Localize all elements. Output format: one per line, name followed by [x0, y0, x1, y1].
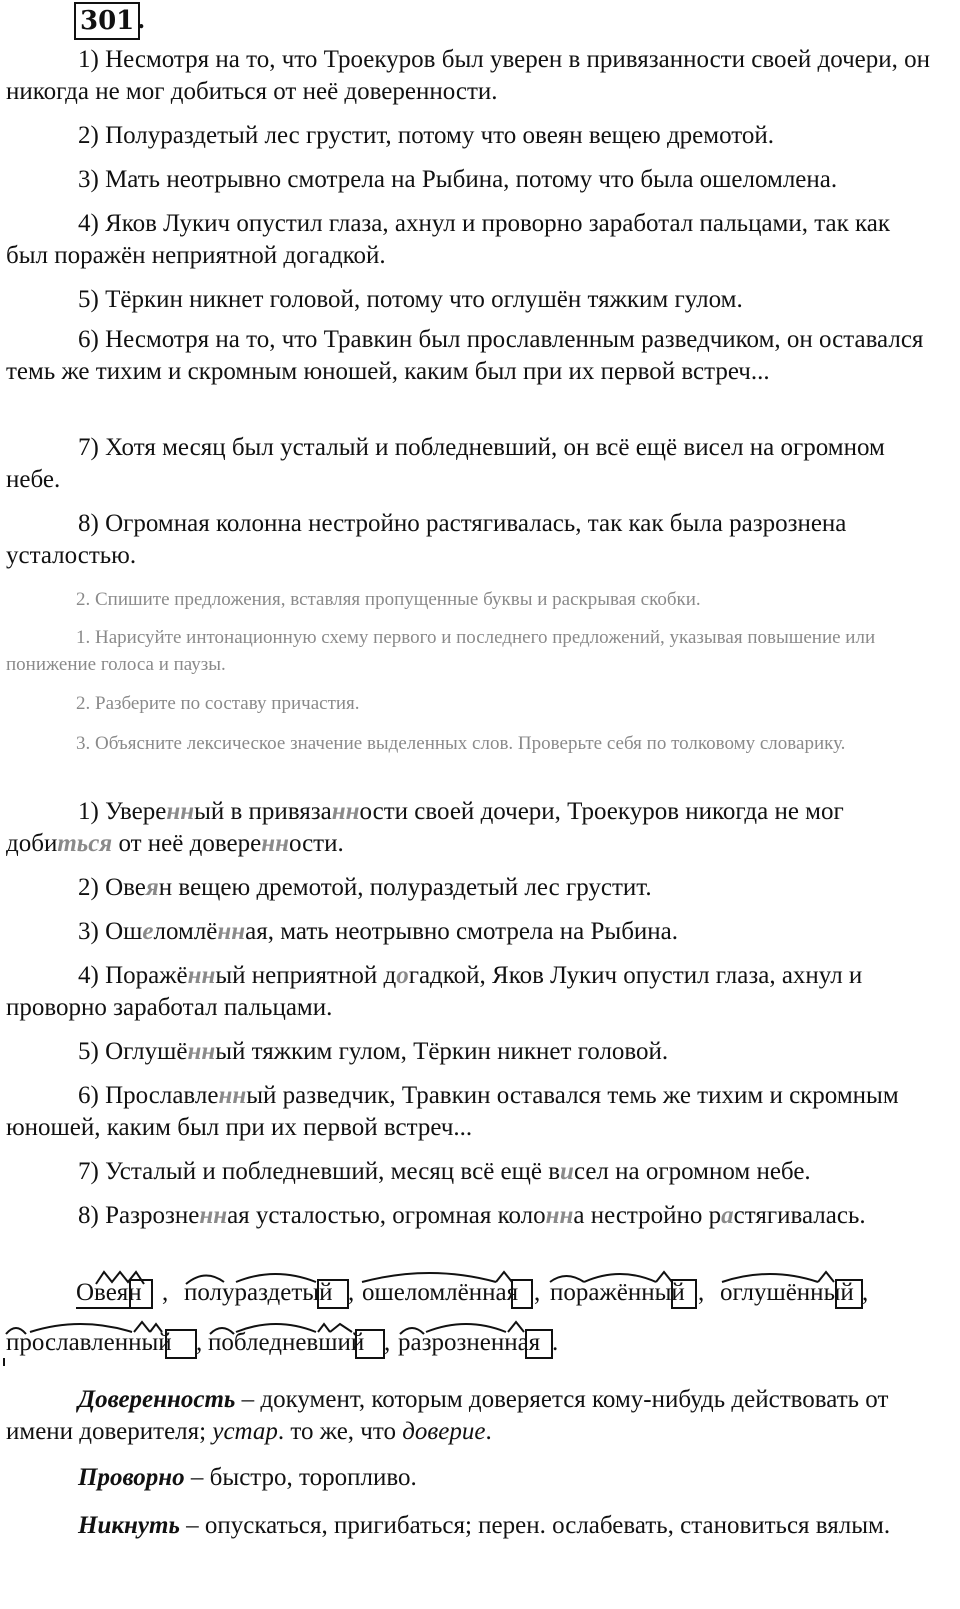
answer-text: ая, мать неотрывно смотрела на Рыбина. — [245, 918, 679, 945]
morpheme-word: Овеян — [76, 1279, 142, 1306]
definition-term: Никнуть — [78, 1512, 180, 1539]
morpheme-word: оглушённый — [720, 1279, 854, 1306]
inserted-letters: нн — [199, 1202, 228, 1229]
definition-text: доверие — [402, 1418, 486, 1445]
inserted-letters: и — [560, 1158, 574, 1185]
answer-text: гадкой, Яков Лукич опустил глаза, ахнул и проворно заработал пальцами. — [6, 962, 863, 1021]
definition-text: . — [485, 1418, 492, 1445]
answer-sentence — [6, 872, 936, 904]
inserted-letters: нн — [217, 918, 246, 945]
inserted-letters: нн — [261, 830, 289, 857]
source-sentence: 6) Несмотря на то, что Травкин был прославленным разведчиком, он оставался темь же тихим и скромным юношей, каким был при их первой встреч... — [6, 326, 924, 385]
inserted-letters: а — [721, 1202, 734, 1229]
answer-text: ый неприятной д — [215, 962, 397, 989]
definition — [6, 1510, 936, 1542]
comma: , — [196, 1329, 203, 1356]
inserted-letters: ться — [57, 830, 113, 857]
answer-text: 2) Ове — [78, 874, 146, 901]
exercise-number-dot: . — [138, 5, 145, 34]
source-sentence: 8) Огромная колонна нестройно растягивалась, так как была разрознена усталостью. — [6, 510, 847, 569]
definition-text: – быстро, торопливо. — [184, 1464, 417, 1491]
definition-text: устар — [212, 1418, 278, 1445]
definition-text: . то же, что — [277, 1418, 403, 1445]
answer-text: ый тяжким гулом, Тёркин никнет головой. — [215, 1038, 669, 1065]
task-text: 1. Нарисуйте интонационную схему первого и последнего предложений, указывая повышение или понижение голоса и паузы. — [6, 627, 876, 675]
task-text: 2. Разберите по составу причастия. — [76, 693, 360, 714]
answer-sentence — [6, 1156, 936, 1188]
answer-text: 3) Ош — [78, 918, 143, 945]
source-sentence: 5) Тёркин никнет головой, потому что оглушён тяжким гулом. — [78, 286, 743, 313]
answer-text: 5) Оглушё — [78, 1038, 188, 1065]
answer-sentence — [6, 960, 936, 1024]
inserted-letters: нн — [187, 962, 216, 989]
answer-sentence — [6, 1036, 936, 1068]
answer-text: ломлё — [153, 918, 218, 945]
source-sentence: 1) Несмотря на то, что Троекуров был уверен в привязанности своей дочери, он никогда не мог добиться от неё доверенности. — [6, 46, 930, 105]
answer-text: ый разведчик, Травкин оставался темь же тихим и скромным юношей, каким был при их первой встреч... — [6, 1082, 899, 1141]
inserted-letters: нн — [331, 798, 360, 825]
answer-sentence — [6, 1080, 936, 1144]
answer-text: стягивалась. — [733, 1202, 866, 1229]
comma: , — [862, 1279, 869, 1306]
answer-text: ости. — [288, 830, 344, 857]
morpheme-word: разрозненная — [398, 1329, 541, 1356]
comma: , — [698, 1279, 705, 1306]
answer-text: ости своей дочери, Троекуров никогда не мог доби — [6, 798, 844, 857]
answer-text: 4) Поражё — [78, 962, 188, 989]
source-sentence: 4) Яков Лукич опустил глаза, ахнул и проворно заработал пальцами, так как был поражён неприятной догадкой. — [6, 210, 890, 269]
morpheme-word: ошеломлённая — [362, 1279, 519, 1306]
morpheme-word: поражённый — [550, 1279, 685, 1306]
inserted-letters: нн — [218, 1082, 247, 1109]
inserted-letters: нн — [166, 798, 195, 825]
inserted-letters: о — [396, 962, 409, 989]
answer-text: 8) Разрозне — [78, 1202, 200, 1229]
definition-text: – опускаться, пригибаться; перен. ослабевать, становиться вялым. — [179, 1512, 891, 1539]
source-sentence: 7) Хотя месяц был усталый и побледневший, он всё ещё висел на огромном небе. — [6, 434, 885, 493]
morpheme-analysis-row — [0, 1312, 940, 1372]
answer-text: н вещею дремотой, полураздетый лес грустит. — [158, 874, 652, 901]
morpheme-word: побледневший — [208, 1329, 365, 1356]
definition — [6, 1384, 936, 1448]
answer-text: сел на огромном небе. — [573, 1158, 811, 1185]
task-text: 2. Спишите предложения, вставляя пропущенные буквы и раскрывая скобки. — [76, 589, 701, 610]
comma: , — [384, 1329, 391, 1356]
exercise-number: 301 — [74, 2, 140, 40]
answer-sentence — [6, 1200, 936, 1232]
morpheme-word: полураздетый — [184, 1279, 333, 1306]
comma: , — [534, 1279, 541, 1306]
answer-sentence — [6, 796, 936, 860]
source-sentence: 2) Полураздетый лес грустит, потому что овеян вещею дремотой. — [78, 122, 774, 149]
period: . — [552, 1329, 559, 1356]
answer-text: от неё довере — [112, 830, 262, 857]
inserted-letters: я — [145, 874, 159, 901]
comma: , — [348, 1279, 355, 1306]
answer-text: а нестройно р — [573, 1202, 722, 1229]
answer-text: 6) Прославле — [78, 1082, 219, 1109]
task-text: 3. Объясните лексическое значение выделенных слов. Проверьте себя по толковому словарику. — [76, 733, 846, 754]
inserted-letters: е — [142, 918, 154, 945]
definition-term: Проворно — [78, 1464, 185, 1491]
answer-text: 1) Увере — [78, 798, 167, 825]
inserted-letters: нн — [545, 1202, 574, 1229]
definition-text: – документ, которым доверяется кому-нибудь действовать от имени доверителя; — [6, 1386, 889, 1445]
inserted-letters: нн — [187, 1038, 216, 1065]
definition — [6, 1462, 936, 1494]
answer-text: ый в привяза — [194, 798, 332, 825]
morpheme-word: прославленный — [6, 1329, 172, 1356]
answer-text: ая усталостью, огромная коло — [227, 1202, 546, 1229]
comma: , — [162, 1279, 169, 1306]
definition-term: Доверенность — [78, 1386, 236, 1413]
answer-text: 7) Усталый и побледневший, месяц всё ещё в — [78, 1158, 561, 1185]
source-sentence: 3) Мать неотрывно смотрела на Рыбина, потому что была ошеломлена. — [78, 166, 838, 193]
answer-sentence — [6, 916, 936, 948]
